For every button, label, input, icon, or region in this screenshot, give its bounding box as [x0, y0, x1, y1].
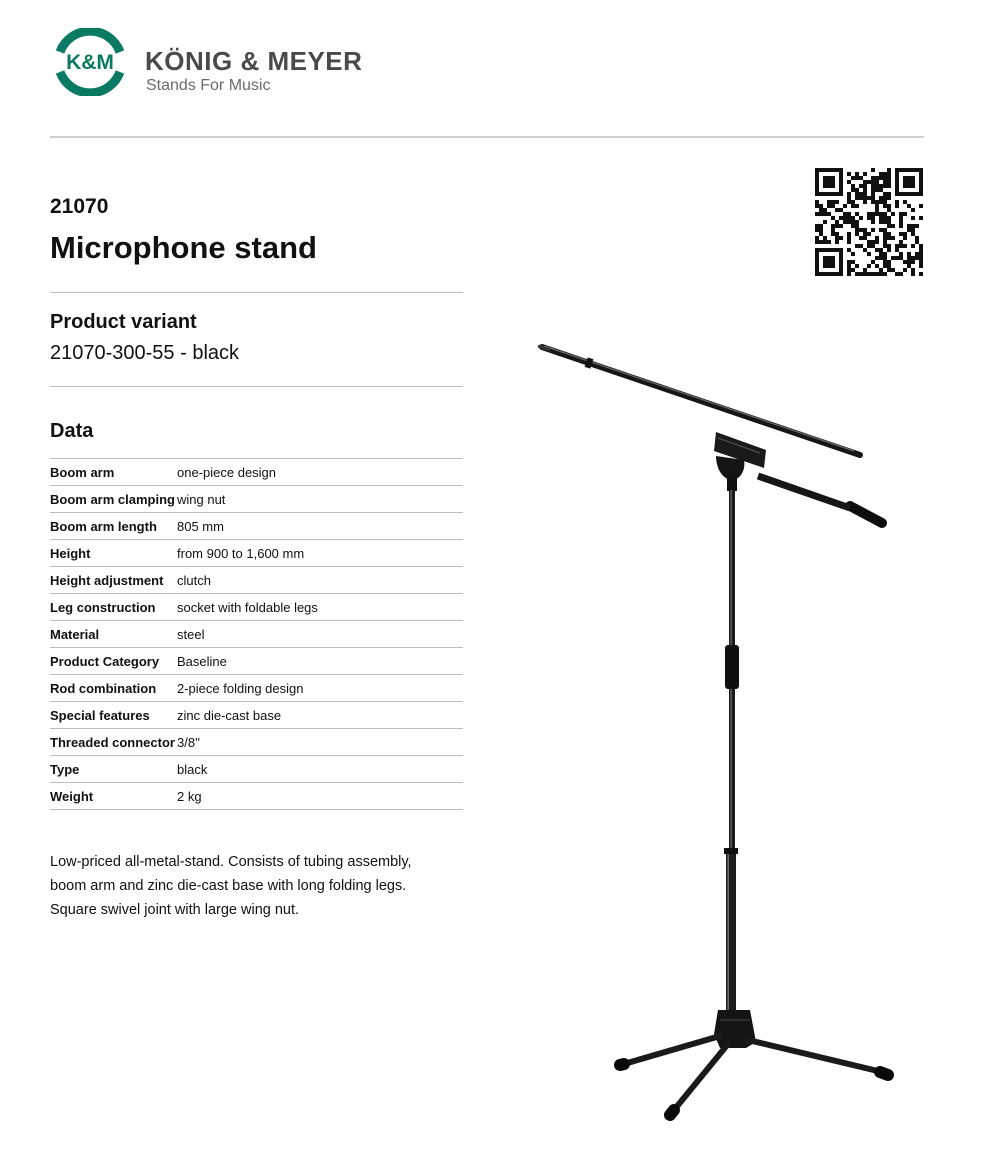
table-row	[50, 459, 463, 486]
spec-label: Type	[50, 761, 80, 777]
microphone-stand-photo	[520, 320, 960, 1150]
table-row	[50, 702, 463, 729]
spec-table	[50, 458, 463, 810]
section-divider	[50, 386, 463, 387]
spec-label: Boom arm clamping	[50, 491, 175, 507]
spec-value: 3/8''	[177, 734, 201, 750]
table-row	[50, 540, 463, 567]
spec-value: steel	[177, 626, 205, 642]
spec-label: Height adjustment	[50, 572, 164, 588]
table-row	[50, 783, 463, 810]
table-row	[50, 621, 463, 648]
brand-tagline: Stands For Music	[146, 77, 271, 94]
spec-label: Material	[50, 626, 100, 642]
spec-value: 2-piece folding design	[177, 680, 304, 696]
qr-code	[815, 168, 923, 276]
variant-heading: Product variant	[50, 311, 197, 333]
logo-icon	[52, 28, 128, 96]
spec-label: Height	[50, 545, 91, 561]
description-line: Low-priced all-metal-stand. Consists of tubing assembly,	[50, 854, 412, 870]
logo-text: K&M	[66, 51, 114, 74]
spec-value: clutch	[177, 572, 211, 588]
spec-label: Boom arm	[50, 464, 115, 480]
spec-label: Rod combination	[50, 680, 157, 696]
description-line: boom arm and zinc die-cast base with long folding legs.	[50, 878, 407, 894]
spec-value: one-piece design	[177, 464, 277, 480]
table-row	[50, 756, 463, 783]
spec-value: socket with foldable legs	[177, 599, 318, 615]
spec-value: from 900 to 1,600 mm	[177, 545, 305, 561]
table-row	[50, 594, 463, 621]
spec-label: Special features	[50, 707, 150, 723]
table-row	[50, 675, 463, 702]
spec-value: wing nut	[177, 491, 226, 507]
table-row	[50, 513, 463, 540]
spec-label: Threaded connector	[50, 734, 175, 750]
section-divider	[50, 292, 463, 293]
brand-name: KÖNIG & MEYER	[145, 46, 363, 76]
article-number: 21070	[50, 195, 109, 218]
brand-logo	[52, 28, 128, 96]
table-row	[50, 567, 463, 594]
page-title: Microphone stand	[50, 230, 317, 265]
spec-value: black	[177, 761, 208, 777]
qr-code-icon	[815, 168, 923, 276]
spec-label: Product Category	[50, 653, 160, 669]
microphone-stand-icon	[520, 320, 960, 1150]
header-divider	[50, 136, 924, 138]
table-row	[50, 486, 463, 513]
description-line: Square swivel joint with large wing nut.	[50, 902, 300, 918]
table-row	[50, 648, 463, 675]
product-description	[50, 850, 470, 922]
spec-value: 2 kg	[177, 788, 202, 804]
spec-value: 805 mm	[177, 518, 224, 534]
spec-label: Leg construction	[50, 599, 156, 615]
data-heading: Data	[50, 420, 94, 442]
spec-value: zinc die-cast base	[177, 707, 282, 723]
variant-value: 21070-300-55 - black	[50, 342, 240, 364]
spec-label: Weight	[50, 788, 94, 804]
spec-value: Baseline	[177, 653, 227, 669]
table-row	[50, 729, 463, 756]
spec-label: Boom arm length	[50, 518, 157, 534]
